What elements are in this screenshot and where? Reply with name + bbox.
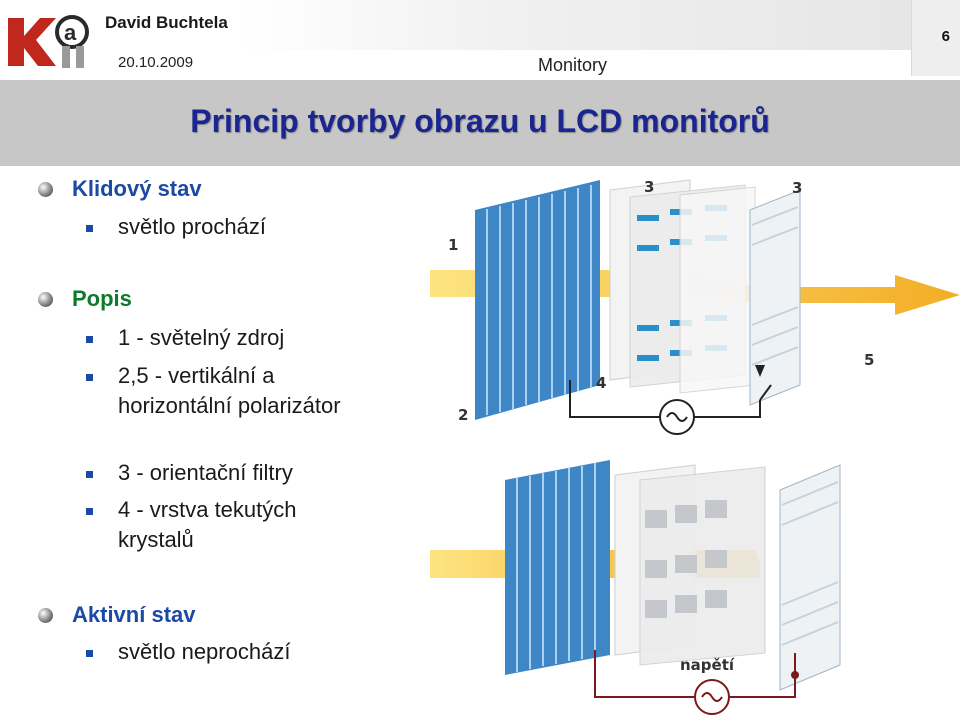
square-bullet-icon	[86, 374, 93, 381]
bullet-item	[86, 637, 290, 667]
section-heading-text: Aktivní stav	[72, 602, 196, 627]
label-1: 1	[448, 236, 459, 254]
slide-date: 20.10.2009	[118, 54, 194, 71]
bullet-text: 1 - světelný zdroj	[118, 325, 285, 350]
voltage-label: napětí	[680, 656, 735, 674]
bullet-ball-icon	[38, 182, 53, 197]
svg-text:a: a	[64, 20, 77, 45]
section-heading-active	[38, 602, 196, 628]
orientation-filter	[680, 187, 755, 393]
section-heading-description	[38, 286, 132, 312]
square-bullet-icon	[86, 471, 93, 478]
idle-state-diagram	[430, 178, 960, 434]
label-4: 4	[596, 374, 607, 392]
section-heading-idle	[38, 176, 202, 202]
square-bullet-icon	[86, 650, 93, 657]
horizontal-polarizer	[750, 190, 800, 405]
bullet-text: světlo neprochází	[118, 639, 291, 664]
square-bullet-icon	[86, 336, 93, 343]
label-3a: 3	[644, 178, 655, 196]
vertical-polarizer	[505, 460, 610, 675]
section-heading-text: Klidový stav	[72, 176, 202, 201]
bullet-text: světlo prochází	[118, 214, 266, 239]
label-5: 5	[864, 351, 875, 369]
lcd-principle-diagram	[425, 175, 960, 715]
active-state-diagram	[430, 460, 840, 714]
bullet-text: 4 - vrstva tekutých krystalů	[118, 497, 297, 552]
bullet-item	[86, 323, 284, 353]
kii-logo	[6, 10, 102, 70]
vertical-polarizer	[475, 180, 600, 420]
slide-topic: Monitory	[538, 55, 608, 75]
page-number: 6	[941, 28, 950, 45]
author-name: David Buchtela	[105, 13, 228, 32]
page-number-box	[911, 0, 960, 76]
header-decoration	[240, 0, 912, 50]
slide-title: Princip tvorby obrazu u LCD monitorů	[190, 103, 770, 139]
bullet-item	[86, 495, 376, 555]
bullet-ball-icon	[38, 608, 53, 623]
slide-header	[0, 0, 960, 80]
bullet-text: 3 - orientační filtry	[118, 460, 293, 485]
switch-contact-icon	[791, 671, 799, 679]
label-2: 2	[458, 406, 469, 424]
label-3b: 3	[792, 179, 803, 197]
horizontal-polarizer	[780, 465, 840, 690]
bullet-text: 2,5 - vertikální a horizontální polarizátor	[118, 363, 341, 418]
square-bullet-icon	[86, 508, 93, 515]
bullet-item	[86, 212, 266, 242]
square-bullet-icon	[86, 225, 93, 232]
section-heading-text: Popis	[72, 286, 132, 311]
bullet-ball-icon	[38, 292, 53, 307]
bullet-item	[86, 458, 293, 488]
bullet-item	[86, 361, 346, 421]
